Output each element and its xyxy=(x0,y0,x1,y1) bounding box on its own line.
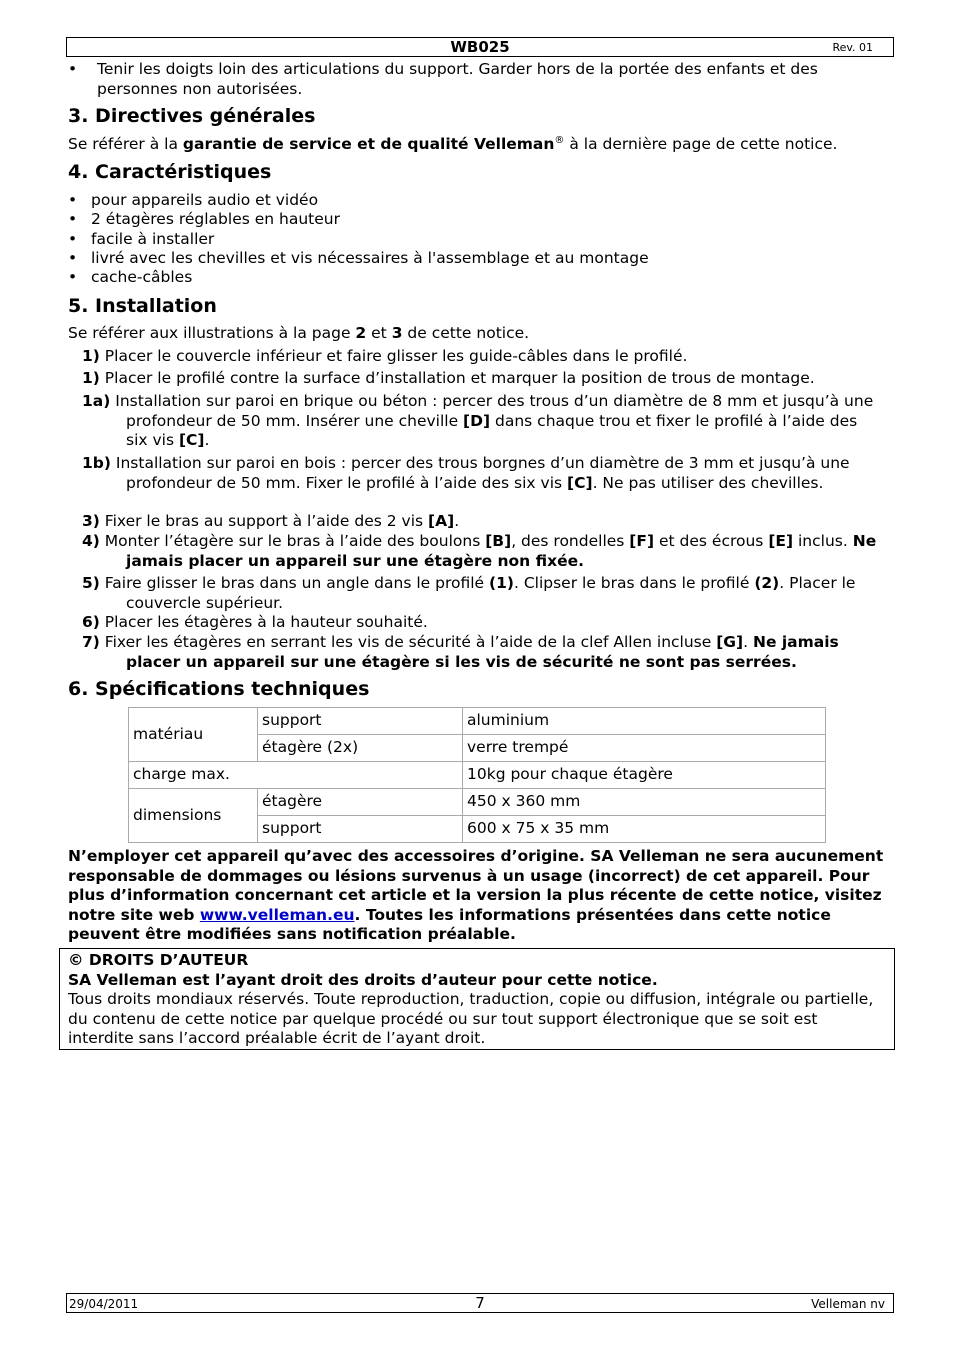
step-number: 4) xyxy=(82,532,100,550)
page-ref: 2 xyxy=(355,324,367,342)
part-ref: [A] xyxy=(428,512,455,530)
step-number: 7) xyxy=(82,633,100,651)
part-ref: [E] xyxy=(768,532,794,550)
step-number: 5) xyxy=(82,574,100,592)
step-number: 1a) xyxy=(82,392,111,410)
step-text: Placer le profilé contre la surface d’installation et marquer la position de trous de montage. xyxy=(99,369,815,387)
table-cell: support xyxy=(258,708,463,735)
paragraph-text: à la dernière page de cette notice. xyxy=(564,135,838,153)
install-step xyxy=(82,512,882,532)
part-ref: (2) xyxy=(754,574,780,592)
part-ref: [B] xyxy=(485,532,512,550)
part-ref: [C] xyxy=(567,473,593,492)
bullet-icon: • xyxy=(68,210,78,228)
website-link[interactable]: www.velleman.eu xyxy=(199,905,355,924)
table-row xyxy=(129,762,826,789)
table-cell: étagère (2x) xyxy=(258,735,463,762)
step-text: Installation sur paroi en bois : percer des trous borgnes d’un diamètre de 3 mm et jusqu’à une profondeur de 50 mm. Fixer le profilé à l’aide des six vis xyxy=(110,454,850,492)
step-text: . Clipser le bras dans le profilé xyxy=(513,574,755,592)
step-warning: Ne jamais placer un appareil sur une étagère si les vis de sécurité ne sont pas serrées. xyxy=(126,633,839,671)
step-number: 1) xyxy=(82,347,100,365)
section-title: 5. Installation xyxy=(68,295,217,317)
footer-date: 29/04/2011 xyxy=(69,1297,139,1311)
table-cell: verre trempé xyxy=(463,735,826,762)
install-step xyxy=(82,454,882,493)
install-step xyxy=(82,613,882,633)
part-ref: [F] xyxy=(629,532,655,550)
paragraph-text: et xyxy=(366,324,392,342)
list-item-text: facile à installer xyxy=(91,230,215,248)
table-cell: dimensions xyxy=(129,789,258,843)
page-header xyxy=(66,37,894,57)
paragraph-bold: garantie de service et de qualité Velleman xyxy=(182,135,555,153)
step-text: Installation sur paroi en brique ou béton : percer des trous d’un diamètre de 8 mm et jusqu’à une profondeur de 50 mm. Insérer une cheville xyxy=(110,392,874,430)
step-text: . xyxy=(743,633,753,651)
step-text: . Ne pas utiliser des chevilles. xyxy=(592,473,824,492)
bullet-icon: • xyxy=(68,268,78,286)
table-cell: charge max. xyxy=(129,762,463,789)
table-cell: support xyxy=(258,816,463,843)
part-ref: (1) xyxy=(489,574,514,592)
step-text: Faire glisser le bras dans un angle dans le profilé xyxy=(99,574,490,592)
section-title: 4. Caractéristiques xyxy=(68,161,272,183)
table-row xyxy=(129,789,826,816)
step-number: 6) xyxy=(82,613,100,631)
step-number: 1) xyxy=(82,369,100,387)
section-paragraph xyxy=(68,324,888,344)
table-cell: 10kg pour chaque étagère xyxy=(463,762,826,789)
step-text: . Placer le couvercle supérieur. xyxy=(126,574,856,612)
list-item-text: livré avec les chevilles et vis nécessaires à l'assemblage et au montage xyxy=(91,249,649,267)
install-step xyxy=(82,532,882,571)
disclaimer-paragraph xyxy=(68,847,888,945)
list-item-text: cache-câbles xyxy=(91,268,193,286)
table-cell: aluminium xyxy=(463,708,826,735)
step-number: 1b) xyxy=(82,454,111,472)
copyright-text: Tous droits mondiaux réservés. Toute reproduction, traduction, copie ou diffusion, intégrale ou partielle, du contenu de cette notice par quelque procédé ou sur tout support électronique que se soit est interdite sans l’accord préalable écrit de l’ayant droit. xyxy=(68,990,874,1047)
table-cell: 450 x 360 mm xyxy=(463,789,826,816)
revision-label: Rev. 01 xyxy=(832,41,873,54)
table-cell: 600 x 75 x 35 mm xyxy=(463,816,826,843)
disclaimer-text: . Toutes les informations présentées dans cette notice peuvent être modifiées sans notification préalable. xyxy=(68,905,831,943)
step-text: et des écrous xyxy=(654,532,769,550)
section-title: 6. Spécifications techniques xyxy=(68,678,370,700)
table-cell: matériau xyxy=(129,708,258,762)
section-title: 3. Directives générales xyxy=(68,105,316,127)
spec-table xyxy=(128,707,826,843)
step-text: inclus. xyxy=(793,532,853,550)
bullet-icon: • xyxy=(68,191,78,209)
install-step xyxy=(82,369,882,389)
table-row xyxy=(129,708,826,735)
bullet-icon: • xyxy=(68,249,78,267)
bullet-icon: • xyxy=(68,230,78,248)
install-step xyxy=(82,574,882,613)
step-text: , des rondelles xyxy=(511,532,630,550)
list-item-text: 2 étagères réglables en hauteur xyxy=(91,210,340,228)
table-cell: étagère xyxy=(258,789,463,816)
paragraph-text: de cette notice. xyxy=(402,324,530,342)
part-ref: [G] xyxy=(716,633,744,651)
install-step xyxy=(82,347,882,367)
paragraph-text: Se référer aux illustrations à la page xyxy=(68,324,356,342)
bullet-icon: • xyxy=(68,60,78,78)
model-number: WB025 xyxy=(450,38,510,56)
copyright-box xyxy=(59,948,895,1050)
install-step xyxy=(82,633,882,672)
step-text: dans chaque trou et fixer le profilé à l’aide des six vis xyxy=(126,411,858,449)
copyright-title: © DROITS D’AUTEUR xyxy=(68,951,249,969)
step-number: 3) xyxy=(82,512,100,530)
step-text: . xyxy=(204,431,210,449)
page-footer xyxy=(66,1293,894,1313)
part-ref: [D] xyxy=(463,411,491,430)
part-ref: [C] xyxy=(178,431,205,449)
page-ref: 3 xyxy=(391,324,403,342)
install-step xyxy=(82,392,882,451)
step-warning: Ne jamais placer un appareil sur une étagère non fixée. xyxy=(126,532,877,570)
paragraph-text: Se référer à la xyxy=(68,135,183,153)
list-item-text: Tenir les doigts loin des articulations du support. Garder hors de la portée des enfants et des personnes non autorisées. xyxy=(97,60,818,98)
step-text: Monter l’étagère sur le bras à l’aide des boulons xyxy=(99,532,486,550)
disclaimer-text: N’employer cet appareil qu’avec des accessoires d’origine. SA Velleman ne sera aucunement responsable de dommages ou lésions survenus à un usage (incorrect) de cet appareil. Pour plus d’information concernant cet article et la version la plus récente de cette notice, visitez notre site web xyxy=(68,847,884,924)
step-text: Placer le couvercle inférieur et faire glisser les guide-câbles dans le profilé. xyxy=(99,347,688,365)
step-text: Fixer le bras au support à l’aide des 2 vis xyxy=(99,512,429,530)
list-item-text: pour appareils audio et vidéo xyxy=(91,191,319,209)
section-paragraph xyxy=(68,135,888,155)
registered-mark: ® xyxy=(554,134,565,146)
step-text: Placer les étagères à la hauteur souhaité. xyxy=(99,613,428,631)
page-number: 7 xyxy=(475,1294,485,1312)
copyright-subtitle: SA Velleman est l’ayant droit des droits d’auteur pour cette notice. xyxy=(68,970,658,989)
step-text: Fixer les étagères en serrant les vis de sécurité à l’aide de la clef Allen incluse xyxy=(99,633,717,651)
step-text: . xyxy=(454,512,460,530)
footer-company: Velleman nv xyxy=(811,1297,885,1311)
